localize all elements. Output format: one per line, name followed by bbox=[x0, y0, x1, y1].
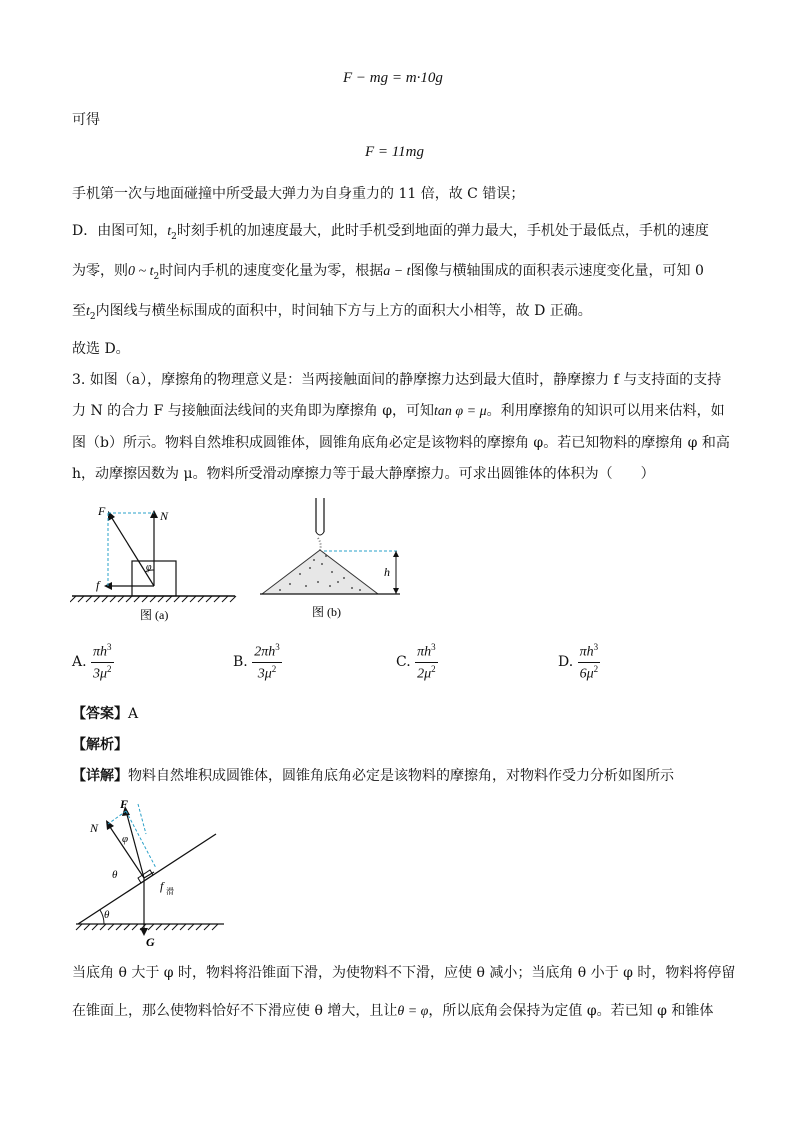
label-phi-incline: φ bbox=[122, 833, 129, 845]
figure-a-friction-angle bbox=[70, 498, 240, 628]
question3-line4: h，动摩擦因数为 μ。物料所受滑动摩擦力等于最大静摩擦力。可求出圆锥体的体积为（ ） bbox=[72, 466, 655, 482]
equation-newton-second-law: F − mg = m·10g bbox=[343, 70, 443, 86]
last-paragraph-line1: 当底角 θ 大于 φ 时，物料将沿锥面下滑，为使物料不下滑，应使 θ 减小；当底角 θ 小于 φ 时，物料将停留 bbox=[72, 965, 736, 981]
analysis-label: 【解析】 bbox=[72, 737, 128, 753]
label-f-slide-sub: 滑 bbox=[166, 887, 174, 896]
label-theta-block: θ bbox=[112, 869, 118, 881]
cone-pile bbox=[262, 550, 378, 594]
figure-incline-force-analysis bbox=[74, 794, 234, 950]
last-paragraph-line2: 在锥面上，那么使物料恰好不下滑应使 θ 增大，且让θ = φ，所以底角会保持为定值 φ。若已知 φ 和锥体 bbox=[72, 1003, 714, 1019]
option-d[interactable]: D. $\frac{\pi h^3}{6\mu^2}$ bbox=[558, 642, 599, 682]
question3-line3: 图（b）所示。物料自然堆积成圆锥体，圆锥角底角必定是该物料的摩擦角 φ。若已知物料的摩擦角 φ 和高 bbox=[72, 435, 730, 451]
question3-line2: 力 N 的合力 F 与接触面法线间的夹角即为摩擦角 φ，可知tan φ = μ。利用摩擦角的知识可以用来估料，如 bbox=[72, 403, 725, 419]
ground-hatch bbox=[70, 596, 236, 602]
label-G: G bbox=[146, 935, 155, 949]
detail-line: 【详解】物料自然堆积成圆锥体，圆锥角底角必定是该物料的摩擦角，对物料作受力分析如图所示 bbox=[72, 768, 674, 784]
label-phi: φ bbox=[146, 562, 152, 573]
label-N-incline: N bbox=[90, 821, 99, 835]
option-b[interactable]: B. $\frac{2\pi h^3}{3\mu^2}$ bbox=[233, 642, 280, 682]
equation-force-result: F = 11mg bbox=[365, 144, 425, 160]
paragraph-option-d-line2: 为零，则0 ~ $t_2$时间内手机的速度变化量为零，根据a − t图像与横轴围成的面积表示速度变化量，可知 0 bbox=[72, 263, 704, 282]
question3-line1: 3. 如图（a），摩擦角的物理意义是：当两接触面间的静摩擦力达到最大值时，静摩擦力 f 与支持面的支持 bbox=[72, 372, 722, 388]
paragraph-option-d-line1: D．由图可知，$t_2$时刻手机的加速度最大，此时手机受到地面的弹力最大，手机处于最低点，手机的速度 bbox=[72, 223, 709, 242]
figure-b-cone-pile bbox=[260, 494, 410, 628]
text-keyi: 可得 bbox=[72, 112, 100, 128]
figure-a-caption: 图 (a) bbox=[140, 608, 169, 622]
option-a[interactable]: A. $\frac{\pi h^3}{3\mu^2}$ bbox=[72, 642, 112, 682]
label-F: F bbox=[98, 504, 106, 518]
label-N: N bbox=[160, 509, 169, 523]
label-f: f bbox=[96, 578, 100, 592]
paragraph-option-c: 手机第一次与地面碰撞中所受最大弹力为自身重力的 11 倍，故 C 错误； bbox=[72, 186, 525, 202]
resultant-force-arrow-incline bbox=[126, 811, 144, 878]
paragraph-option-d-line3: 至$t_2$内图线与横坐标围成的面积中，时间轴下方与上方的面积大小相等，故 D 正确。 bbox=[72, 303, 592, 322]
answer-line: 【答案】A bbox=[72, 706, 139, 722]
option-c[interactable]: C. $\frac{\pi h^3}{2\mu^2}$ bbox=[396, 642, 436, 682]
label-F-incline: F bbox=[120, 797, 129, 811]
label-f-slide: f bbox=[160, 879, 164, 893]
text-choose-d: 故选 D。 bbox=[72, 341, 130, 357]
label-theta-base: θ bbox=[104, 909, 110, 921]
label-h: h bbox=[384, 565, 390, 579]
figure-b-caption: 图 (b) bbox=[312, 605, 341, 619]
